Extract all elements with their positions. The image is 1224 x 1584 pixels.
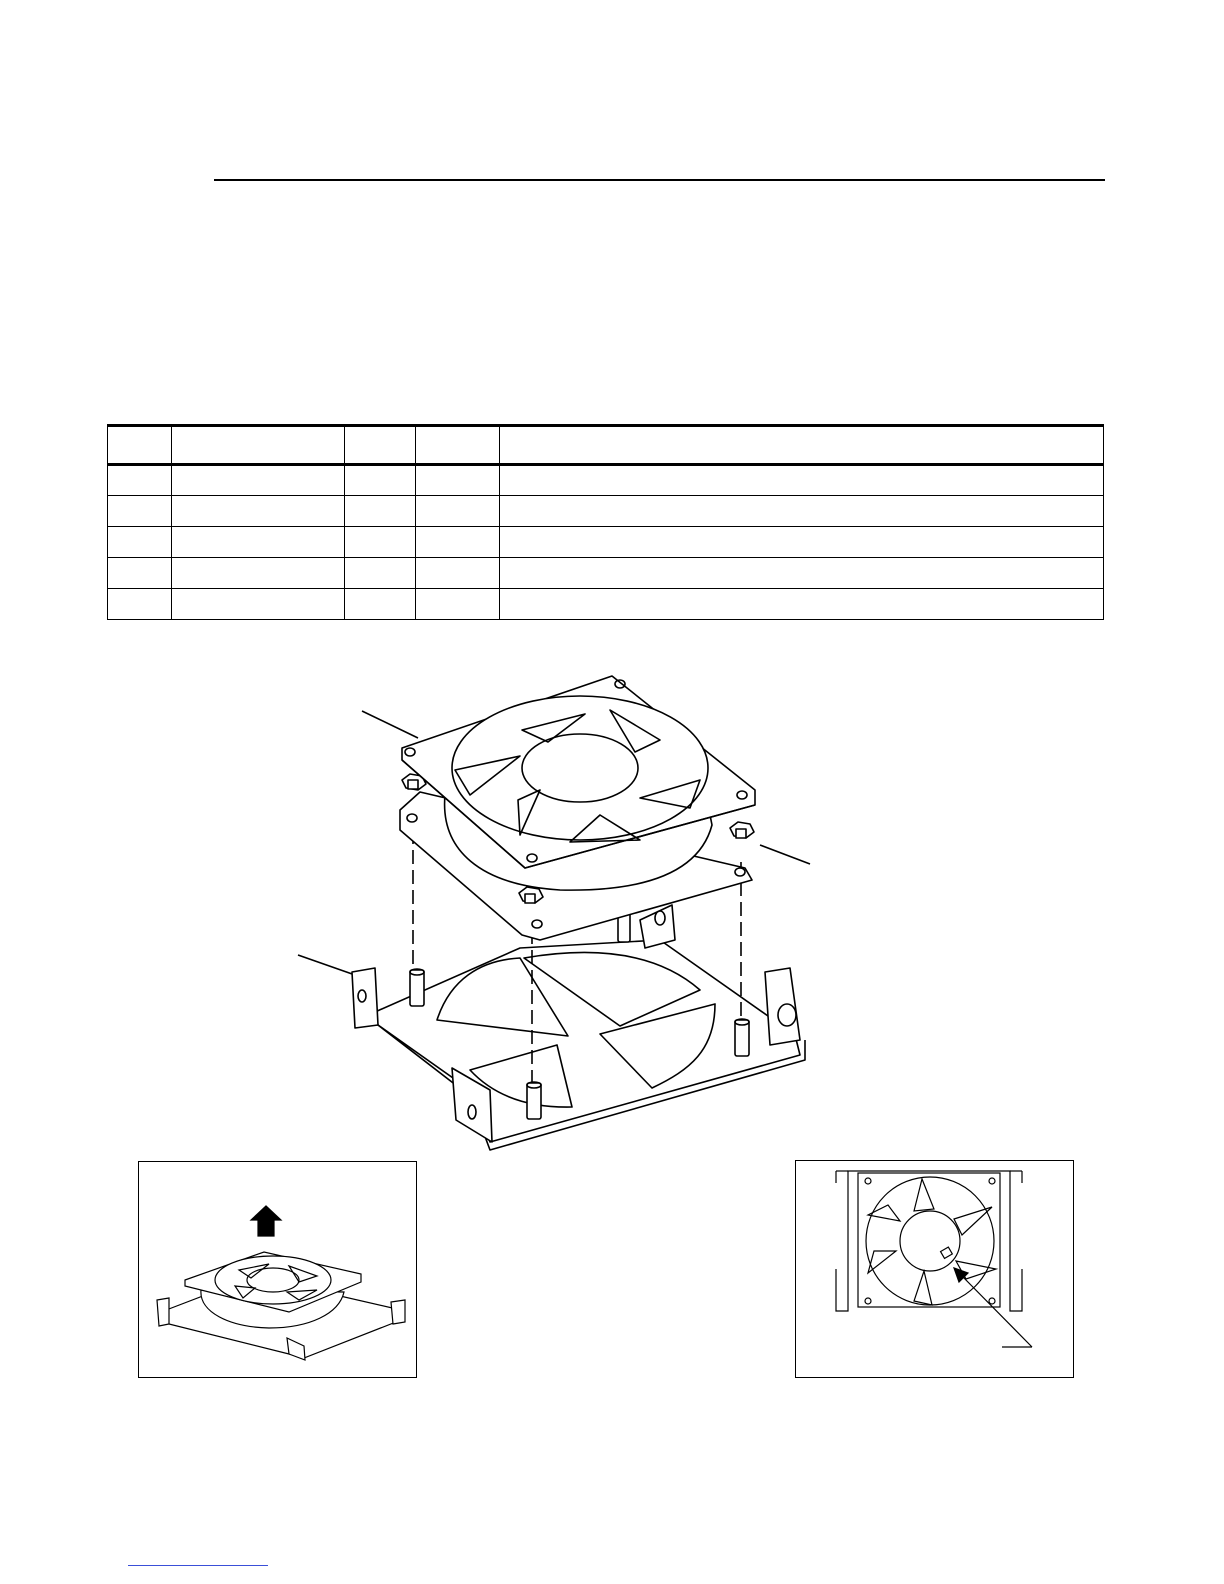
footer-link[interactable] bbox=[128, 1565, 268, 1566]
parts-table bbox=[107, 424, 1104, 620]
table-cell bbox=[500, 527, 1104, 558]
table-header-cell bbox=[345, 426, 416, 465]
leader-line-fan bbox=[362, 711, 418, 738]
table-row bbox=[108, 589, 1104, 620]
table-cell bbox=[416, 558, 500, 589]
up-arrow-icon bbox=[251, 1206, 281, 1236]
table-header-cell bbox=[172, 426, 345, 465]
table-cell bbox=[108, 496, 172, 527]
table-cell bbox=[108, 527, 172, 558]
table-cell bbox=[500, 558, 1104, 589]
table-cell bbox=[416, 465, 500, 496]
table-cell bbox=[345, 589, 416, 620]
table-cell bbox=[108, 465, 172, 496]
fan-assembly-illustration bbox=[290, 660, 830, 1155]
table-cell bbox=[172, 465, 345, 496]
table-header-row bbox=[108, 426, 1104, 465]
fan-orientation-inset bbox=[795, 1160, 1074, 1378]
table-cell bbox=[416, 496, 500, 527]
table-cell bbox=[172, 589, 345, 620]
table-cell bbox=[416, 589, 500, 620]
table-header-cell bbox=[416, 426, 500, 465]
table-header-cell bbox=[108, 426, 172, 465]
table-cell bbox=[345, 465, 416, 496]
table-cell bbox=[172, 496, 345, 527]
table-cell bbox=[500, 589, 1104, 620]
table-row bbox=[108, 496, 1104, 527]
table-cell bbox=[108, 558, 172, 589]
table-header-cell bbox=[500, 426, 1104, 465]
table-cell bbox=[172, 527, 345, 558]
table-cell bbox=[172, 558, 345, 589]
lift-fan-inset bbox=[138, 1161, 417, 1378]
table-cell bbox=[500, 496, 1104, 527]
table-row bbox=[108, 465, 1104, 496]
leader-line-bracket bbox=[298, 955, 355, 975]
table-row bbox=[108, 558, 1104, 589]
table-cell bbox=[108, 589, 172, 620]
table-cell bbox=[416, 527, 500, 558]
table-row bbox=[108, 527, 1104, 558]
table-cell bbox=[345, 496, 416, 527]
table-cell bbox=[345, 558, 416, 589]
table-cell bbox=[345, 527, 416, 558]
table-cell bbox=[500, 465, 1104, 496]
leader-line-nut bbox=[760, 845, 810, 864]
header-rule bbox=[214, 179, 1105, 181]
